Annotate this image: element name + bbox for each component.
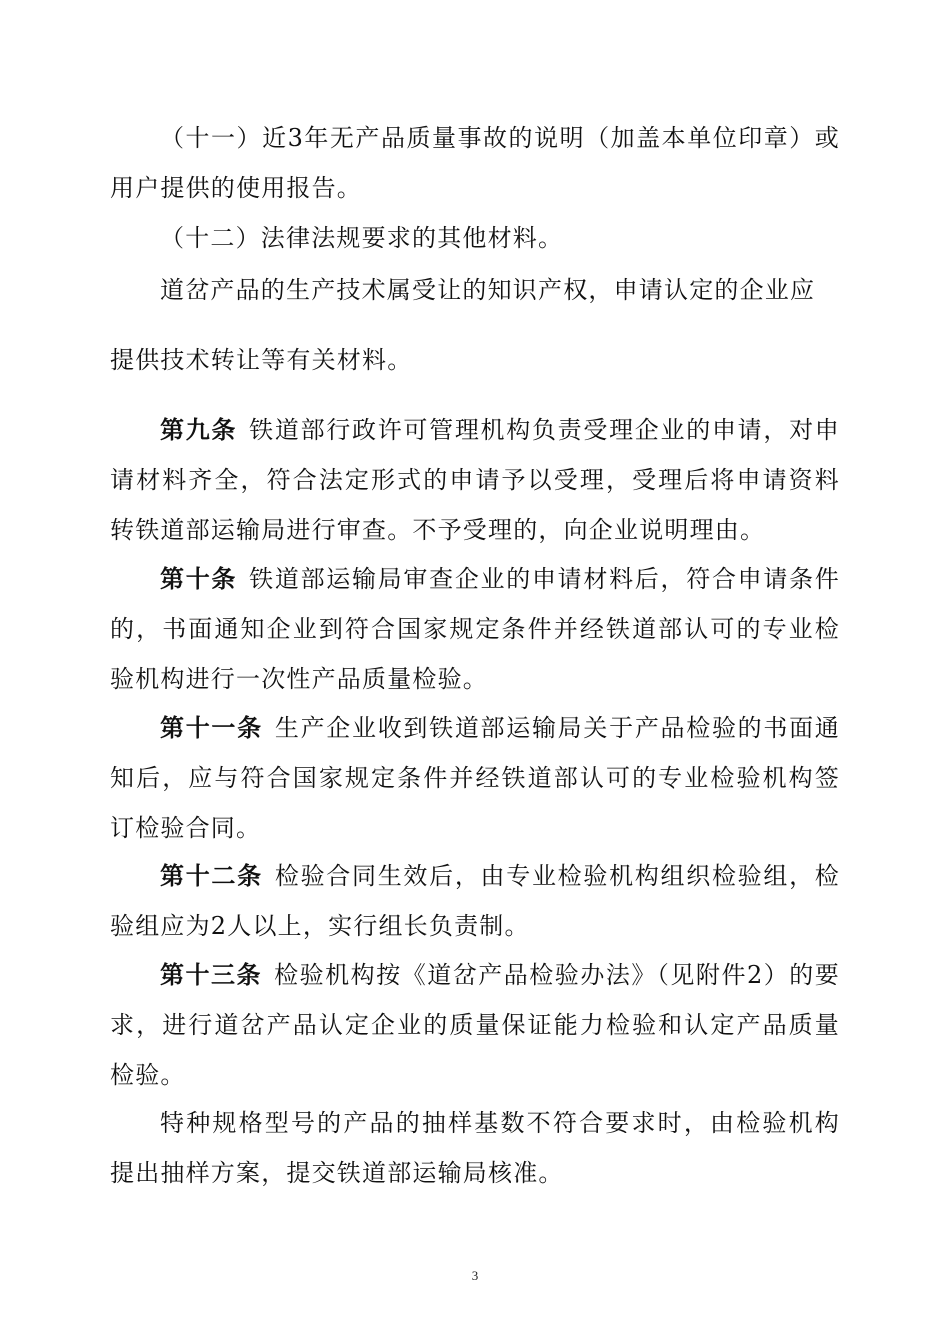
article-11-heading: 第十一条 bbox=[160, 713, 263, 742]
article-11-text: 生产企业收到铁道部运输局关于产品检验的书面通知后，应与符合国家规定条件并经铁道部认可的专业检验机构签订检验合同。 bbox=[110, 714, 840, 842]
article-12-heading: 第十二条 bbox=[160, 861, 263, 890]
article-13 bbox=[110, 950, 840, 1100]
page-number: 3 bbox=[471, 1268, 479, 1283]
article-9-text: 铁道部行政许可管理机构负责受理企业的申请，对申请材料齐全，符合法定形式的申请予以受理，受理后将申请资料转铁道部运输局进行审查。不予受理的，向企业说明理由。 bbox=[110, 416, 840, 544]
article-9 bbox=[110, 405, 840, 555]
paragraph-transfer-line1: 道岔产品的生产技术属受让的知识产权，申请认定的企业应 bbox=[160, 276, 816, 304]
article-12-text: 检验合同生效后，由专业检验机构组织检验组，检验组应为2人以上，实行组长负责制。 bbox=[110, 862, 840, 940]
paragraph-item-12: （十二）法律法规要求的其他材料。 bbox=[160, 224, 564, 252]
article-13-heading: 第十三条 bbox=[160, 960, 263, 989]
article-11 bbox=[110, 703, 840, 853]
article-10 bbox=[110, 554, 840, 704]
article-13-text: 检验机构按《道岔产品检验办法》（见附件2）的要求，进行道岔产品认定企业的质量保证能力检验和认定产品质量检验。 bbox=[110, 961, 840, 1089]
article-12 bbox=[110, 851, 840, 951]
paragraph-transfer-line2: 提供技术转让等有关材料。 bbox=[110, 346, 413, 374]
article-10-heading: 第十条 bbox=[160, 564, 238, 593]
closing-paragraph: 特种规格型号的产品的抽样基数不符合要求时，由检验机构提出抽样方案，提交铁道部运输局核准。 bbox=[110, 1109, 840, 1187]
article-9-heading: 第九条 bbox=[160, 415, 238, 444]
article-10-text: 铁道部运输局审查企业的申请材料后，符合申请条件的，书面通知企业到符合国家规定条件并经铁道部认可的专业检验机构进行一次性产品质量检验。 bbox=[110, 565, 840, 693]
paragraph-item-11: （十一）近3年无产品质量事故的说明（加盖本单位印章）或用户提供的使用报告。 bbox=[110, 124, 840, 202]
